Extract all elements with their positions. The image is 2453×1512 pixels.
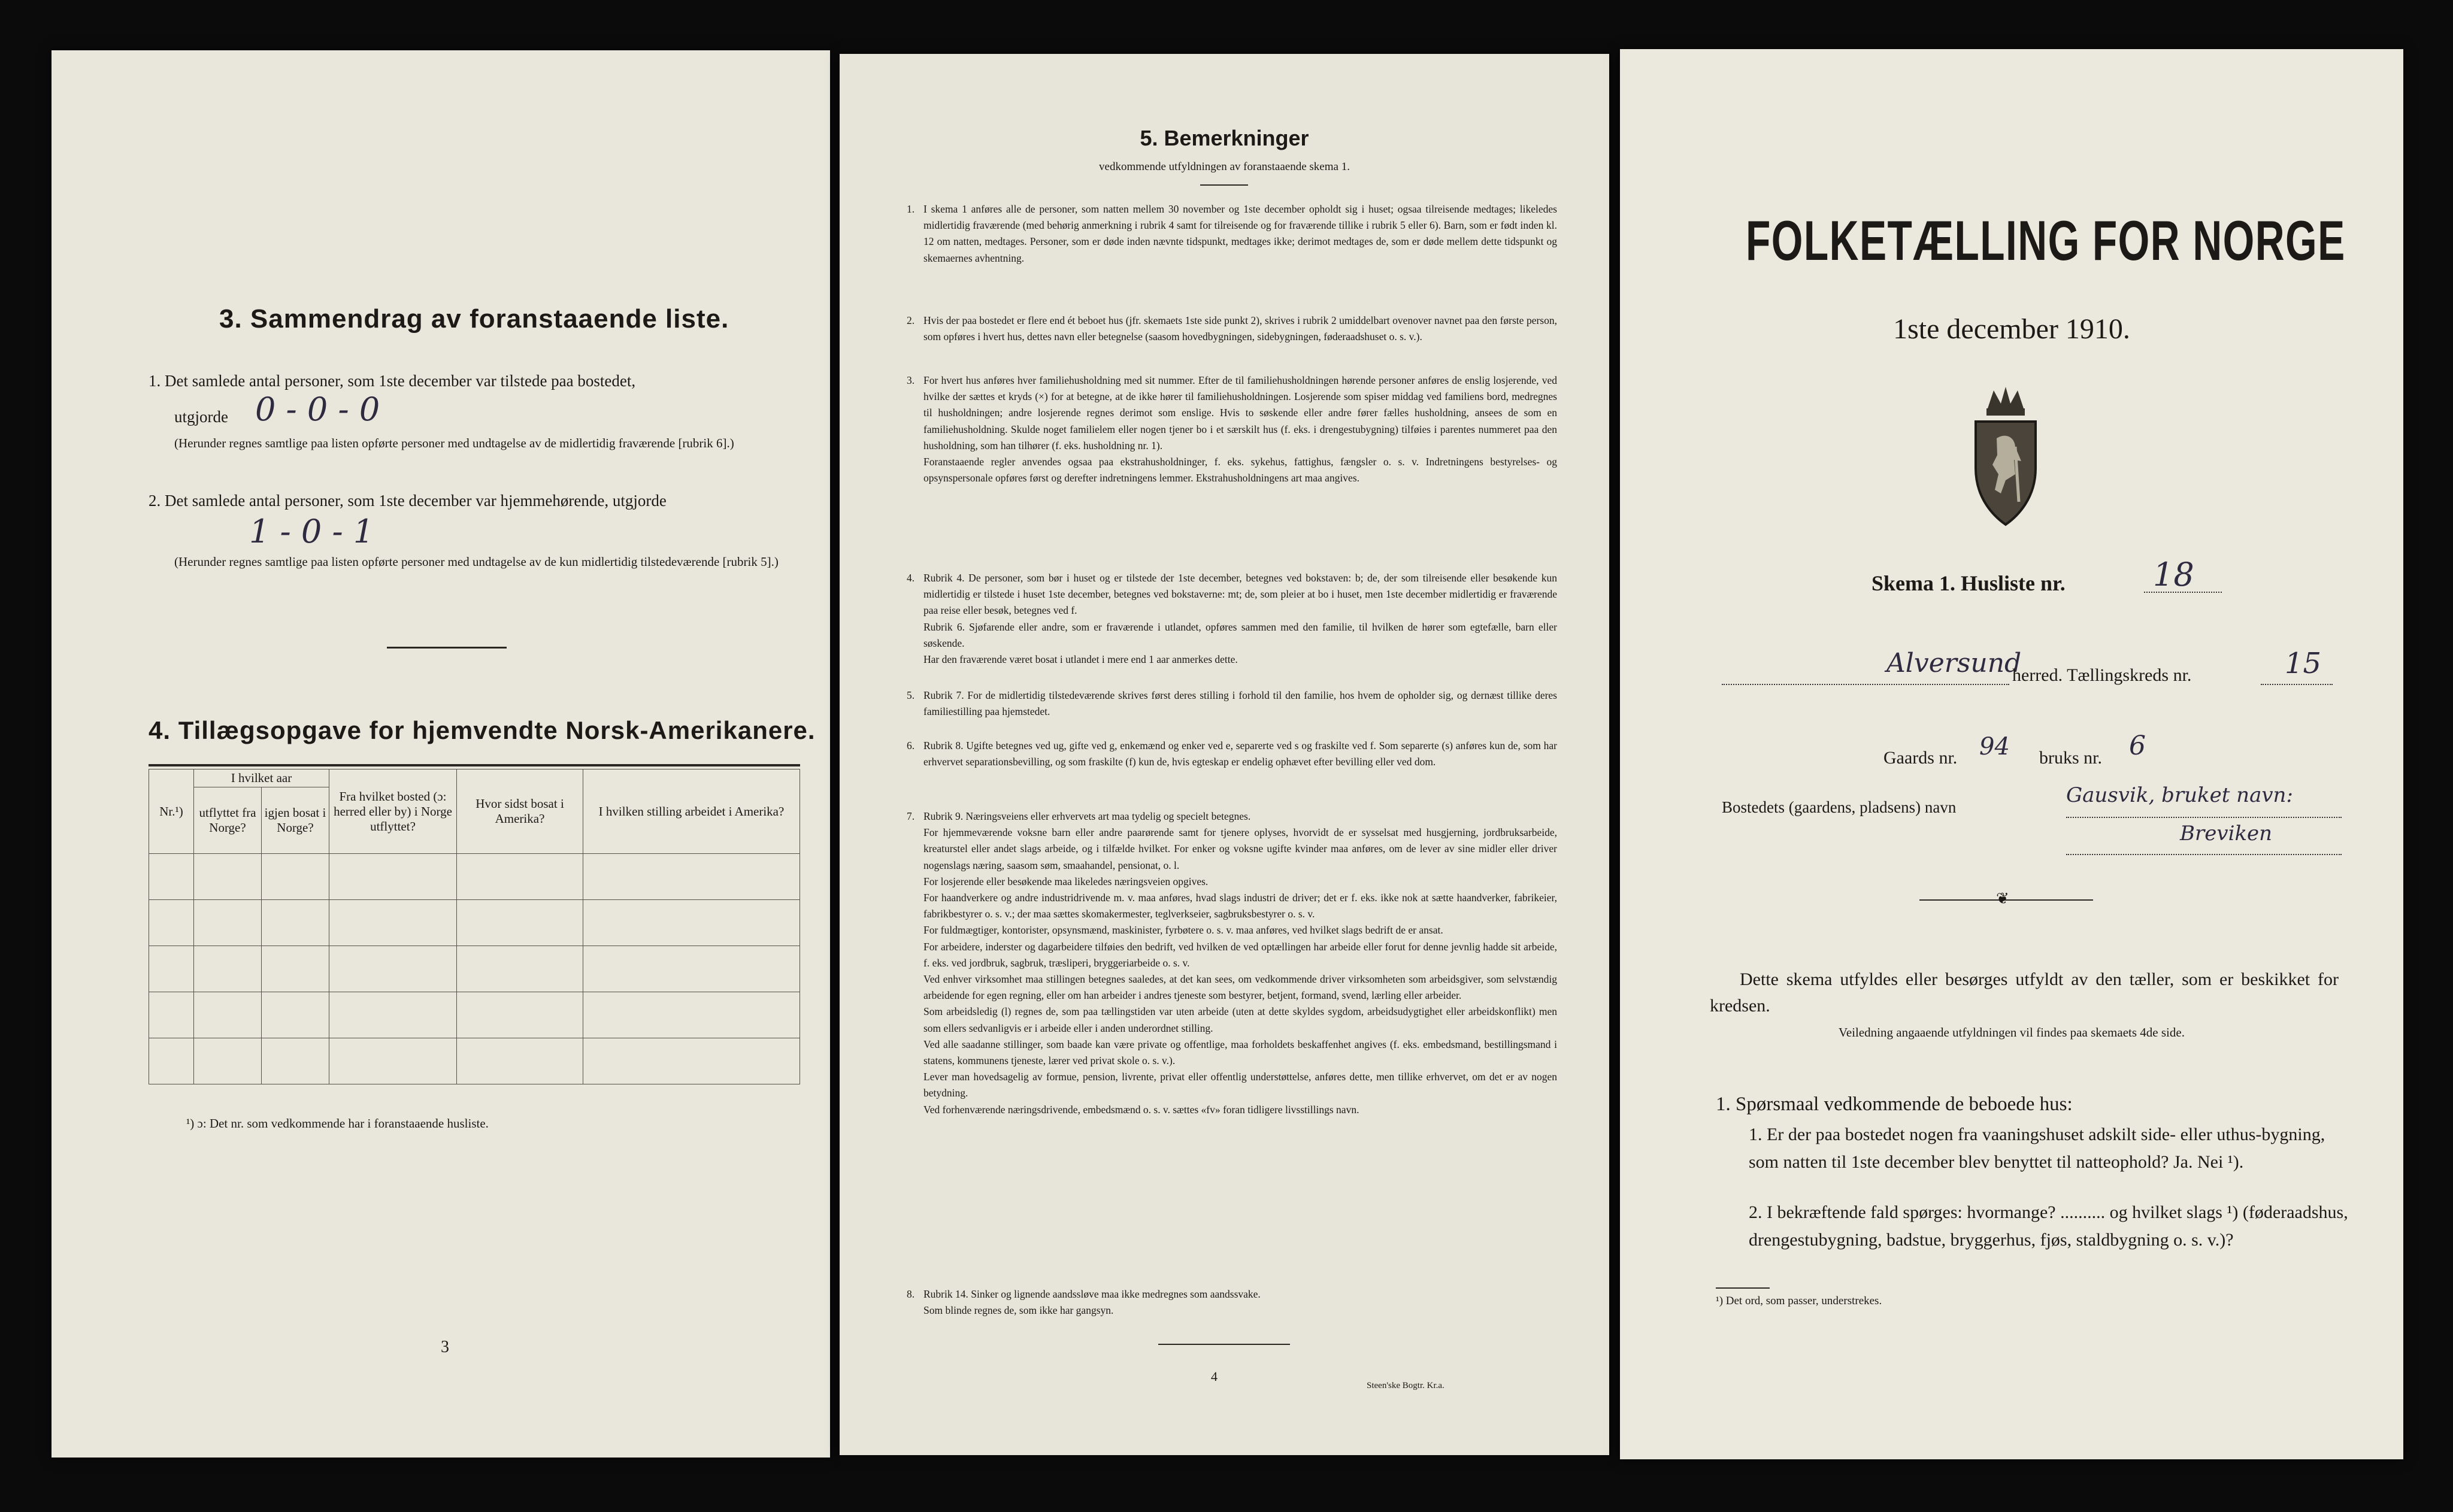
table-footnote: ¹) ɔ: Det nr. som vedkommende har i foranstaaende husliste. [186,1116,489,1131]
remark-number: 4. [907,572,915,584]
gaards-label: Gaards nr. [1883,748,1958,768]
table-row [149,854,800,900]
remark-number: 8. [907,1288,915,1300]
bruks-label: bruks nr. [2039,748,2102,768]
remark-text: Rubrik 4. De personer, som bør i huset og er tilstede der 1ste december, betegnes ved bokstaven: b; de, der som tilreisende eller besøkende kun midlertidig er tilstede i huset 1ste december, betegnes ved bokstaverne: mt; de, som pleier at bo i huset, men 1ste december midlertidig er fraværende paa reise eller besøk, betegnes ved f. Rubrik 6. Sjøfarende eller andre, som er fraværende i utlandet, opføres sammen med den familie, til hvilken de hører som egtefælle, barn eller søskende. Har den fraværende været bosat i utlandet i mere end 1 aar anmerkes dette. [923,572,1557,666]
printer-imprint: Steen'ske Bogtr. Kr.a. [1367,1381,1444,1390]
ornament-icon: ❦ [1996,890,2009,907]
summary-item-2-text: 2. Det samlede antal personer, som 1ste december var hjemmehørende, utgjorde [149,492,667,510]
remark-number: 1. [907,203,915,215]
summary-item-2-note: (Herunder regnes samtlige paa listen opførte personer med undtagelse av de kun midlertidig tilstedeværende [rubrik 5].) [174,554,779,569]
veiledning-text: Veiledning angaaende utfyldningen vil findes paa skemaets 4de side. [1839,1025,2185,1040]
col-group-year: I hvilket aar [194,769,329,787]
husliste-number-handwritten: 18 [2153,556,2194,593]
questions-heading: 1. Spørsmaal vedkommende de beboede hus: [1716,1093,2073,1115]
table-row [149,1038,800,1084]
remark-item [907,313,1557,345]
remarks-subtitle: vedkommende utfyldningen av foranstaaende skema 1. [1099,160,1350,173]
remark-text: Rubrik 7. For de midlertidig tilstedeværende skrives først deres stilling i forhold til den familie, hos hvem de opholder sig, og dernæst tillike deres familiestilling paa hjemstedet. [923,689,1557,718]
page-right [1620,49,2403,1459]
census-title: FOLKETÆLLING FOR NORGE [1746,209,2346,272]
divider [387,647,507,649]
col-from-place: Fra hvilket bosted (ɔ: herred eller by) i Norge utflyttet? [329,769,457,854]
table-row [149,992,800,1038]
remark-item [907,201,1557,266]
census-date: 1ste december 1910. [1893,313,2130,345]
skema-label: Skema 1. Husliste nr. [1871,571,2066,595]
remarks-title: 5. Bemerkninger [1140,126,1309,150]
gaards-number-handwritten: 94 [1979,733,2010,760]
remark-item [907,687,1557,720]
remark-number: 7. [907,810,915,822]
page-number: 3 [441,1338,449,1356]
page-middle [840,54,1609,1455]
remark-number: 5. [907,689,915,701]
table-row [149,900,800,946]
remark-item [907,1286,1557,1319]
bosted-handwritten-line-1: Gausvik, bruket navn: [2066,783,2293,807]
herred-handwritten: Alversund [1886,648,2022,678]
remark-text: Rubrik 9. Næringsveiens eller erhvervets art maa tydelig og specielt betegnes. For hjemmeværende voksne barn eller andre paarørende samt for tjenere oplyses, hvorvidt de er sysselsat med husgjerning, jordbruksarbeide, kreaturstel eller andet slags arbeide, og i tilfælde hvilket. For enker og voksne ugifte kvinder maa anføres, om de lever av sine midler eller driver nogenslags næring, saasom søm, smaahandel, pensionat, o. l. For losjerende eller besøkende maa likeledes næringsveien opgives. For haandverkere og andre industridrivende m. v. maa anføres, hvad slags industri de driver; det er f. eks. ikke nok at sætte haandverker, fabrikeier, fabrikbestyrer o. s. v.; der maa sættes skomakermester, teglverkseier, sagbruksbestyrer o. s. v. For fuldmægtiger, kontorister, opsynsmænd, maskinister, fyrbøtere o. s. v. maa anføres, ved hvilket slags bedrift de er ansat. For arbeidere, inderster og dagarbeidere tilføies den bedrift, ved hvilken de ved optællingen har arbeide eller forut for denne jevnlig hadde sit arbeide, f. eks. ved jordbruk, sagbruk, træsliperi, bryggeriarbeide o. s. v. Ved enhver virksomhet maa stillingen betegnes saaledes, at det kan sees, om vedkommende driver virksomheten som arbeidsgiver, som selvstændig arbeidende for egen regning, eller om han arbeider i andres tjeneste som bestyrer, betjent, formand, svend, lærling eller arbeider. Som arbeidsledig (l) regnes de, som paa tællingstiden var uten arbeide (uten at dette skyldes sygdom, arbeidsudygtighet eller arbeidskonflikt) men som ellers sedvanligvis er i arbeide eller i anden underordnet stilling. Ved alle saadanne stillinger, som baade kan være private og offentlige, maa forholdets beskaffenhet angives (f. eks. embedsmand, bestillingsmand i statens, kommunens tjeneste, lærer ved privat skole o. s. v.). Lever man hovedsagelig av formue, pension, livrente, privat eller offentlig understøttelse, anføres dette, men tillike erhvervet, om det er av nogen betydning. Ved forhenværende næringsdrivende, embedsmænd o. s. v. sættes «fv» foran tidligere livsstillings navn. [923,810,1557,1116]
right-page-footnote: ¹) Det ord, som passer, understrekes. [1716,1295,1882,1307]
col-returned: igjen bosat i Norge? [262,787,329,854]
section-4-title: 4. Tillægsopgave for hjemvendte Norsk-Amerikanere. [149,716,816,744]
remark-number: 6. [907,740,915,752]
herred-label: herred. Tællingskreds nr. [2012,665,2192,685]
col-occupation: I hvilken stilling arbeidet i Amerika? [583,769,800,854]
table-row [149,946,800,992]
kreds-number-handwritten: 15 [2285,647,2322,680]
remark-item [907,808,1557,1118]
bosted-label: Bostedets (gaardens, pladsens) navn [1722,798,1957,816]
question-2: 2. I bekræftende fald spørges: hvormange? .......... og hvilket slags ¹) (føderaadshus, drengestubygning, badstue, bryggerhus, fjøs, staldbygning o. s. v.)? [1749,1202,2348,1250]
norway-coat-of-arms-icon [1964,384,2048,528]
remark-item [907,372,1557,486]
remark-text: Rubrik 14. Sinker og lignende aandssløve maa ikke medregnes som aandssvake. Som blinde regnes de, som ikke har gangsyn. [923,1288,1261,1317]
summary-item-1-note: (Herunder regnes samtlige paa listen opførte personer med undtagelse av de midlertidig fraværende [rubrik 6].) [174,436,734,450]
remark-number: 3. [907,374,915,386]
col-last-residence: Hvor sidst bosat i Amerika? [457,769,583,854]
remark-text: Rubrik 8. Ugifte betegnes ved ug, gifte ved g, enkemænd og enker ved e, separerte ved s og fraskilte ved f. Som separerte (s) anføres kun de, som har erhvervet separationsbevilling, og som fraskilte (f) kun de, hvis egteskap er endelig ophævet efter bevilling eller ved dom. [923,740,1557,768]
question-1: 1. Er der paa bostedet nogen fra vaaningshuset adskilt side- eller uthus-bygning, som natten til 1ste december blev benyttet til natteophold? Ja. Nei ¹). [1749,1125,2325,1172]
col-nr: Nr.¹) [149,769,194,854]
bosted-handwritten-line-2: Breviken [2180,822,2273,846]
instruction-text: Dette skema utfyldes eller besørges utfyldt av den tæller, som er beskikket for kredsen. [1710,969,2339,1016]
summary-item-1-label: utgjorde [174,408,228,426]
resident-count-handwritten: 1 - 0 - 1 [249,513,374,550]
section-3-title: 3. Sammendrag av foranstaaende liste. [219,304,729,334]
summary-item-1-text: 1. Det samlede antal personer, som 1ste december var tilstede paa bostedet, [149,372,636,390]
remark-item [907,738,1557,770]
col-emigrated: utflyttet fra Norge? [194,787,262,854]
page-left [52,50,830,1458]
remark-text: For hvert hus anføres hver familiehusholdning med sit nummer. Efter de til familiehusholdningen hørende personer anføres de enslig losjerende, ved hvilke der sættes et kryds (×) for at betegne, at de ikke hører til familiehusholdningen. Losjerende som spiser middag ved familiens bord, medregnes til husholdningen; andre losjerende regnes derimot som enslige. Hvis to søskende eller andre fører fælles husholdning, ansees de som en familiehusholdning. Skulde noget familielem eller nogen tjener bo i et særskilt hus (f. eks. i drengestubygning) tilføies i parentes nummeret paa den husholdning, som han tilhører (f. eks. husholdning nr. 1). Foranstaaende regler anvendes ogsaa paa ekstrahusholdninger, f. eks. sykehus, fattighus, fængsler o. s. v. Indretningens bestyrelses- og opsynspersonale opføres først og derefter indretningens lemmer. Ekstrahusholdningens art maa angives. [923,374,1557,484]
bruks-number-handwritten: 6 [2129,731,2146,761]
remark-item [907,570,1557,668]
norwegian-american-table [149,769,800,1084]
remark-text: I skema 1 anføres alle de personer, som natten mellem 30 november og 1ste december opholdt sig i huset; ogsaa tilreisende medtages; likeledes midlertidig fraværende (med behørig anmerkning i rubrik 4 samt for tilreisende og for fraværende tillike i rubrik 5 eller 6). Barn, som er født inden kl. 12 om natten, medtages. Personer, som er døde inden nævnte tidspunkt, medtages ikke; derimot medtages de, som er døde mellem dette tidspunkt og skemaernes avhentning. [923,203,1557,264]
remark-text: Hvis der paa bostedet er flere end ét beboet hus (jfr. skemaets 1ste side punkt 2), skrives i rubrik 2 umiddelbart ovenover navnet paa den første person, som opføres i hvert hus, dettes navn eller betegnelse (saasom hovedbygningen, sidebygningen, føderaadshuset o. s. v.). [923,314,1557,343]
present-count-handwritten: 0 - 0 - 0 [255,390,380,428]
page-number: 4 [1211,1369,1218,1384]
remark-number: 2. [907,314,915,326]
